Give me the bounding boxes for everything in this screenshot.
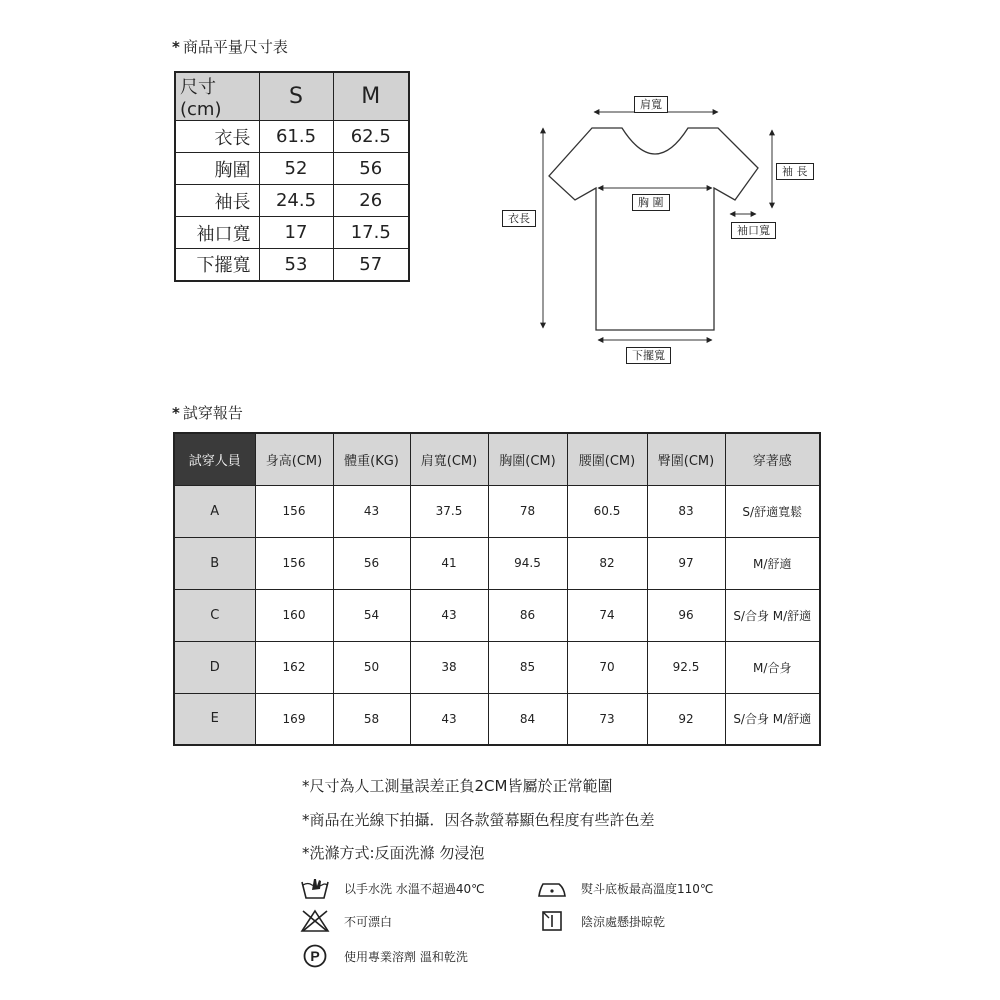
care-no-bleach-text: 不可漂白 [344,914,393,929]
fit-cell: 96 [647,589,725,641]
fit-cell: 85 [488,641,567,693]
fit-header: 身高(CM) [255,433,333,485]
fit-cell: 74 [567,589,647,641]
size-table [174,71,410,282]
size-row [175,249,409,281]
care-line-dry-text: 陰涼處懸掛晾乾 [581,914,666,929]
fit-cell: 82 [567,537,647,589]
fit-cell: 160 [255,589,333,641]
care-dry-clean-text: 使用專業溶劑 溫和乾洗 [344,949,468,964]
fit-header: 體重(KG) [333,433,410,485]
fit-cell: 43 [410,589,488,641]
size-value: 61.5 [259,121,333,153]
fit-cell: S/舒適寬鬆 [725,485,820,537]
fit-cell: 78 [488,485,567,537]
care-line-dry [537,909,665,933]
fit-cell: 83 [647,485,725,537]
table-row [174,537,820,589]
fit-cell: B [174,537,255,589]
size-row [175,217,409,249]
fit-cell: 162 [255,641,333,693]
fit-cell: 94.5 [488,537,567,589]
star-icon: * [172,38,180,56]
fit-cell: M/舒適 [725,537,820,589]
fit-header: 穿著感 [725,433,820,485]
fit-cell: D [174,641,255,693]
fitting-report-title-text: 試穿報告 [182,404,243,422]
star-icon: * [172,404,180,422]
size-row-label: 袖口寬 [175,217,259,249]
note-washing: *洗滌方式:反面洗滌 勿浸泡 [302,844,485,862]
tshirt-outline [549,128,758,330]
line-dry-icon [537,909,567,933]
no-bleach-icon [300,909,330,933]
fit-cell: M/合身 [725,641,820,693]
dry-clean-symbol: P [310,948,320,964]
fit-cell: 60.5 [567,485,647,537]
fitting-table [173,432,821,746]
table-row [174,485,820,537]
note-measurement: *尺寸為人工測量誤差正負2CM皆屬於正常範圍 [302,777,613,795]
fit-cell: A [174,485,255,537]
size-row [175,153,409,185]
size-header-label: 尺寸(cm) [175,72,259,121]
table-row [174,693,820,745]
fit-cell: 97 [647,537,725,589]
fit-cell: S/合身 M/舒適 [725,589,820,641]
size-chart-title-text: 商品平量尺寸表 [182,38,288,56]
fit-cell: 73 [567,693,647,745]
fit-cell: 41 [410,537,488,589]
fit-cell: S/合身 M/舒適 [725,693,820,745]
care-hand-wash [300,876,485,900]
fit-header: 臀圍(CM) [647,433,725,485]
size-chart-title [172,36,288,57]
label-sleeve-length: 袖 長 [776,163,814,180]
fit-cell: E [174,693,255,745]
size-header-m: M [333,72,409,121]
fit-header: 腰圍(CM) [567,433,647,485]
label-length: 衣長 [502,210,536,227]
hand-wash-icon [300,876,330,900]
fit-cell: 37.5 [410,485,488,537]
fit-cell: 38 [410,641,488,693]
fit-cell: 156 [255,537,333,589]
note-color: *商品在光線下拍攝．因各款螢幕顯色程度有些許色差 [302,811,655,829]
size-row-label: 袖長 [175,185,259,217]
care-dry-clean [300,944,468,968]
fit-cell: 86 [488,589,567,641]
size-value: 57 [333,249,409,281]
care-no-bleach [300,909,392,933]
fit-cell: 43 [410,693,488,745]
size-value: 56 [333,153,409,185]
fit-cell: 43 [333,485,410,537]
size-header-s: S [259,72,333,121]
fit-cell: C [174,589,255,641]
size-value: 26 [333,185,409,217]
fitting-report-title [172,402,243,423]
size-value: 17 [259,217,333,249]
fit-cell: 50 [333,641,410,693]
size-value: 52 [259,153,333,185]
fit-cell: 92.5 [647,641,725,693]
size-value: 53 [259,249,333,281]
label-shoulder: 肩寬 [634,96,668,113]
size-row [175,121,409,153]
iron-icon [537,876,567,900]
size-value: 17.5 [333,217,409,249]
size-row-label: 下擺寬 [175,249,259,281]
fit-cell: 169 [255,693,333,745]
care-hand-wash-text: 以手水洗 水溫不超過40℃ [344,881,485,896]
label-cuff: 袖口寬 [731,222,776,239]
fit-cell: 92 [647,693,725,745]
size-value: 24.5 [259,185,333,217]
label-chest: 胸 圍 [632,194,670,211]
fit-cell: 156 [255,485,333,537]
dry-clean-icon [300,944,330,968]
fit-cell: 56 [333,537,410,589]
fit-header: 胸圍(CM) [488,433,567,485]
size-row-label: 衣長 [175,121,259,153]
size-row [175,185,409,217]
fitting-table-header [174,433,820,485]
table-row [174,589,820,641]
size-table-header [175,72,409,121]
fit-header: 肩寬(CM) [410,433,488,485]
fit-cell: 58 [333,693,410,745]
size-row-label: 胸圍 [175,153,259,185]
size-value: 62.5 [333,121,409,153]
fit-cell: 70 [567,641,647,693]
table-row [174,641,820,693]
care-iron-text: 熨斗底板最高溫度110℃ [581,881,714,896]
label-hem: 下擺寬 [626,347,671,364]
fit-cell: 84 [488,693,567,745]
fit-header: 試穿人員 [174,433,255,485]
care-iron [537,876,713,900]
fit-cell: 54 [333,589,410,641]
